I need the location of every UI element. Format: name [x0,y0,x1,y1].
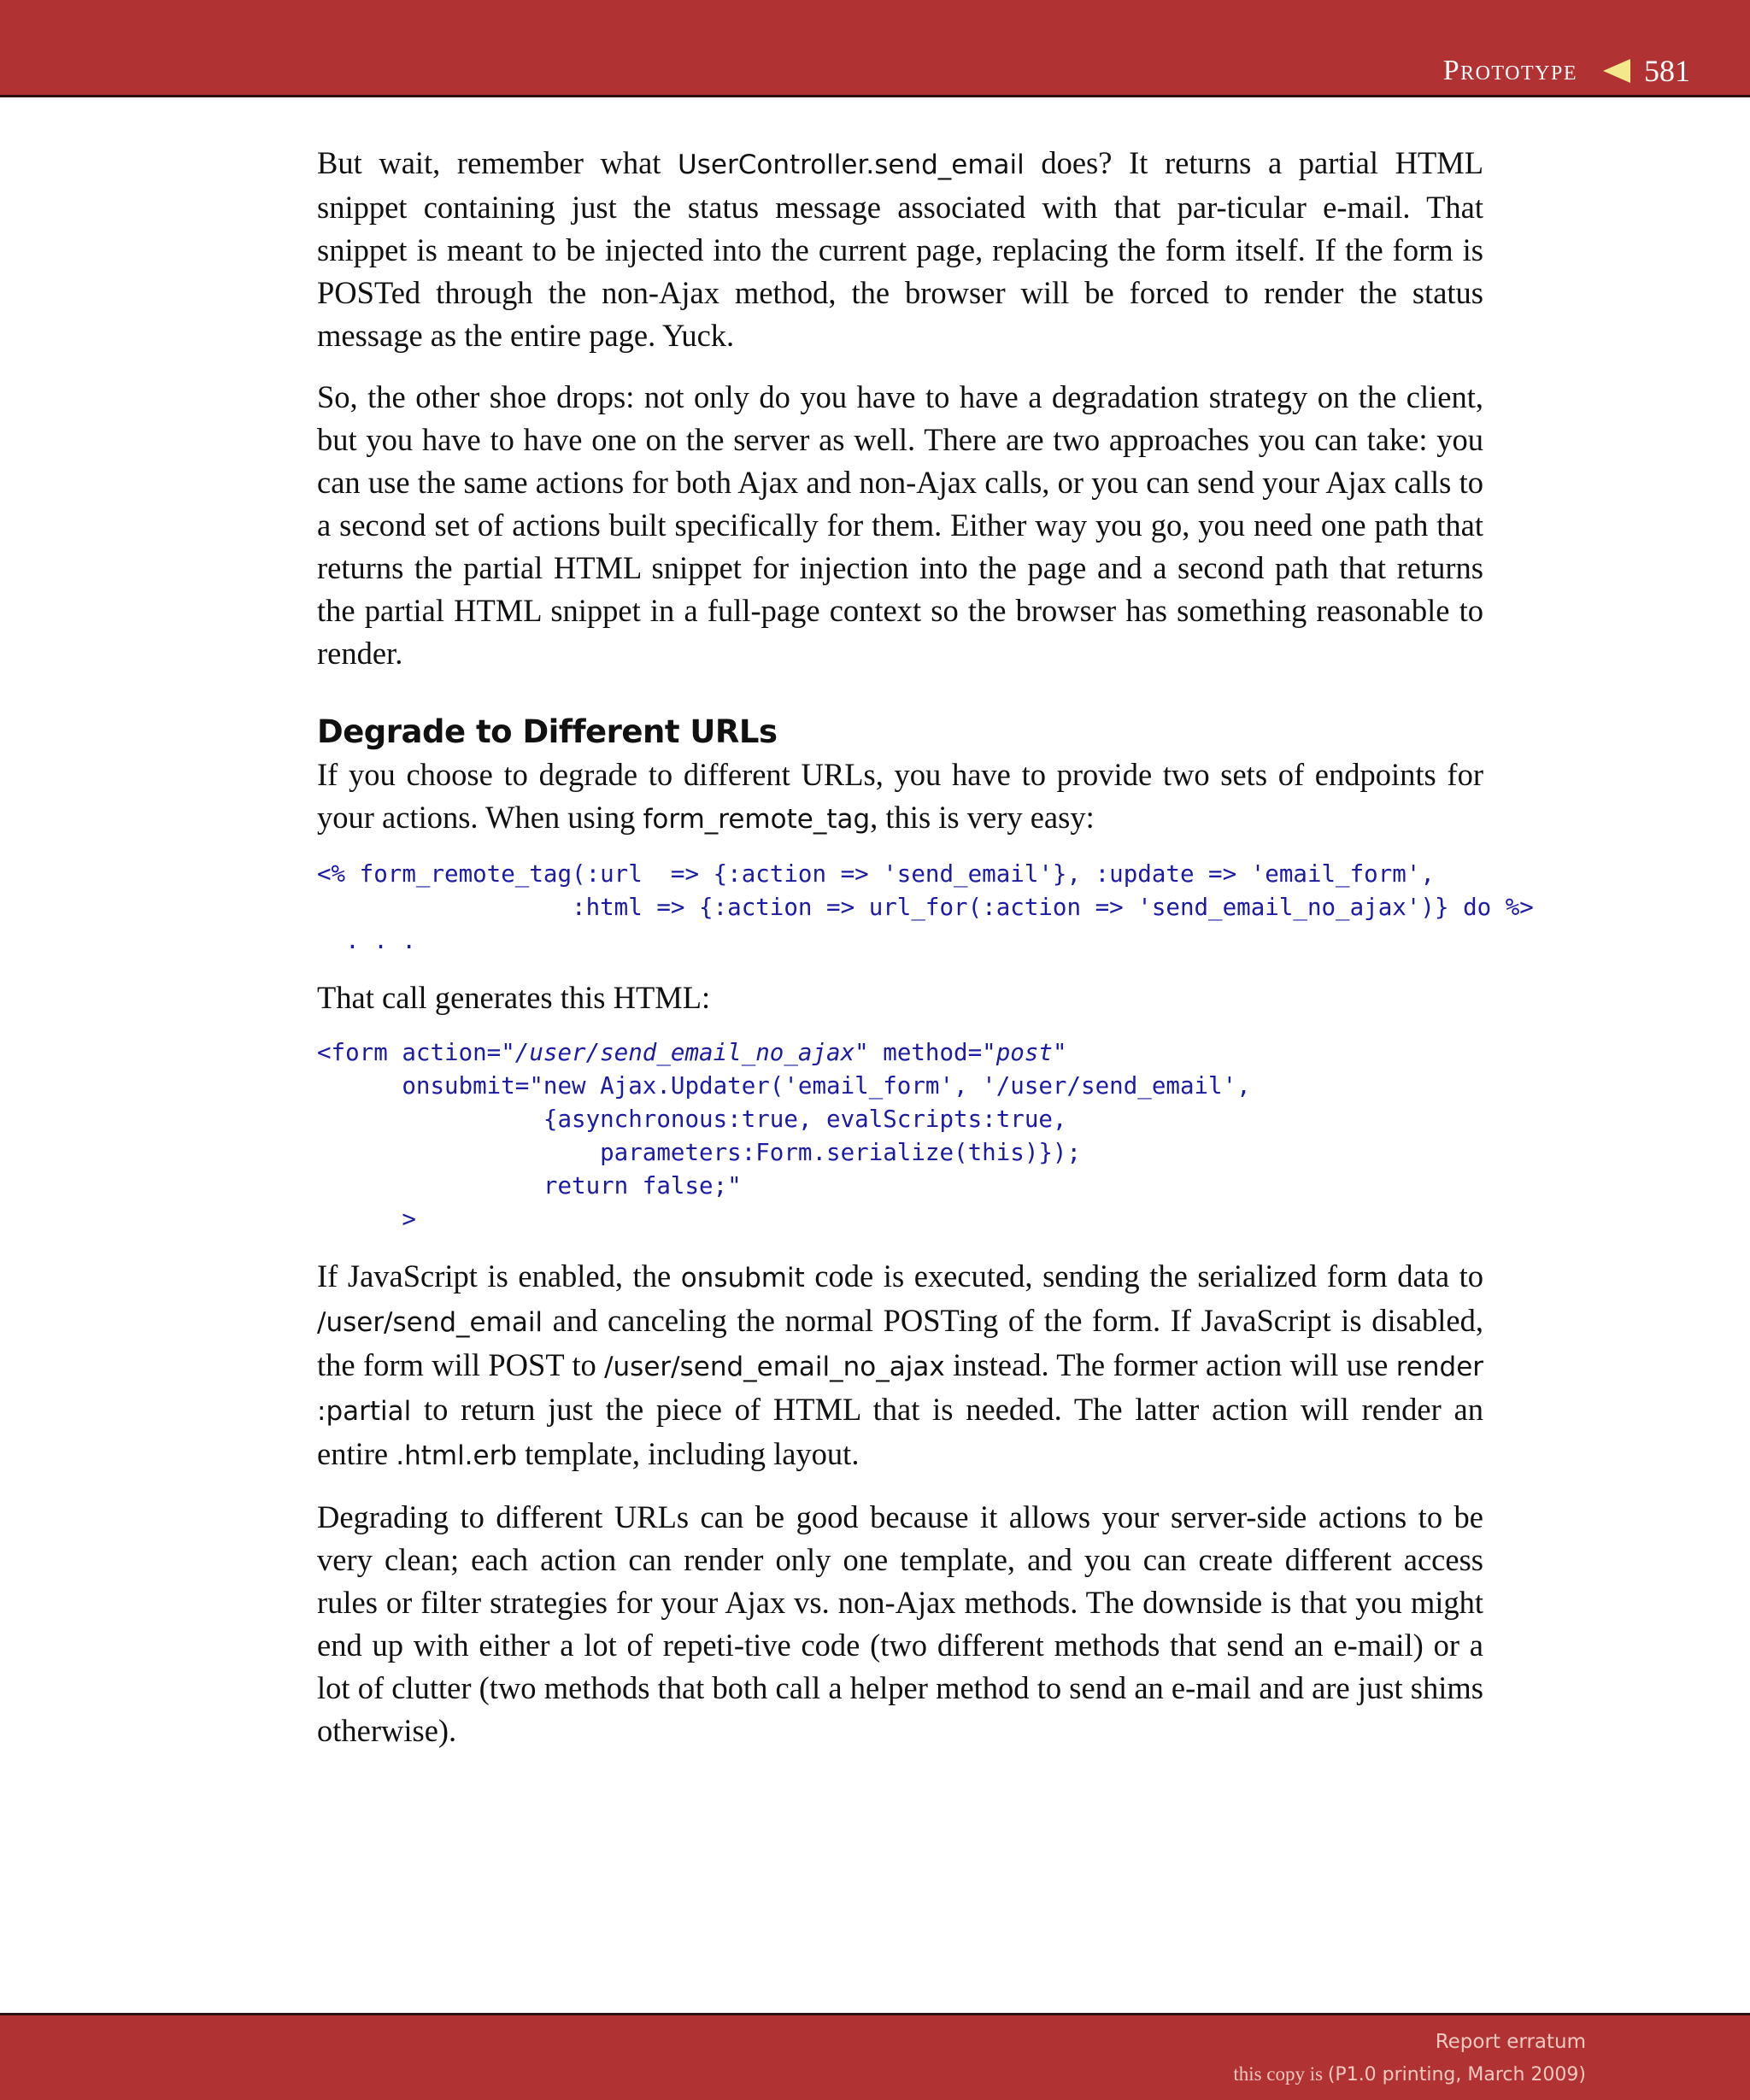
code-line: parameters:Form.serialize(this)}); [317,1139,1082,1166]
paragraph-6: Degrading to different URLs can be good because it allows your server-side actions to be very clean; each action can render only one template, and you can create different access rules or filter strategies for your Ajax vs. non-Ajax methods. The downside is that you might end up with either a lot of repeti-tive code (two different methods that send an e-mail) or a lot of clutter (two methods that both call a helper method to send an e-mail and are just shims otherwise). [317,1499,1483,1748]
text-run: and canceling the normal POSTing of the form. If JavaScript is disabled, the form will POST to [317,1303,1483,1382]
inline-code: onsubmit [680,1263,805,1293]
paragraph-5 [317,1255,1483,1477]
text-run: template, including layout. [517,1436,860,1471]
inline-code: render :partial [317,1352,1484,1427]
inline-code: UserController.send_email [678,150,1025,180]
inline-code: /user/send_email_no_ajax [604,1352,945,1382]
code-string: "/user/send_email_no_ajax" [501,1039,869,1066]
text-run: instead. The former action will use [944,1347,1396,1382]
paragraph-3 [317,754,1483,841]
code-block-form-remote-tag [317,858,1534,958]
inline-code: .html.erb [396,1440,518,1471]
text-run: If you choose to degrade to different URLs, you have to provide two sets of endpoints for your actions. When using [317,757,1483,835]
page-number: 581 [1644,54,1690,88]
code-line: > [317,1205,416,1233]
section-heading: Degrade to Different URLs [317,713,778,750]
report-erratum-link[interactable]: Report erratum [1435,2031,1586,2053]
code-line: . . . [317,927,416,954]
code-line: onsubmit="new Ajax.Updater('email_form', '/user/send_email', [317,1072,1251,1100]
code-block-form-html [317,1036,1483,1236]
text-run: If JavaScript is enabled, the [317,1258,681,1293]
text-run: to return just the piece of HTML that is needed. The latter action will render an entire [317,1392,1483,1471]
triangle-left-icon [1603,59,1630,83]
code-line: :html => {:action => url_for(:action => 'send_email_no_ajax')} do %> [317,894,1534,921]
code-line: <form action= [317,1039,502,1066]
code-line: {asynchronous:true, evalScripts:true, [317,1106,1067,1133]
page-content [317,142,1534,1752]
paragraph-1 [317,142,1483,357]
code-line: return false;" [317,1172,742,1200]
code-line: <% form_remote_tag(:url => {:action => 'send_email'}, :update => 'email_form', [317,860,1435,888]
header-navigation [1443,50,1690,92]
text-run: But wait, remember what [317,145,678,180]
page-header [0,0,1750,97]
copy-info [1233,2063,1586,2085]
running-title: Prototype [1442,55,1577,86]
text-run: code is executed, sending the serialized form data to [804,1258,1484,1293]
copy-prefix: this copy is [1233,2063,1324,2085]
paragraph-4: That call generates this HTML: [317,980,711,1015]
text-run: does? It returns a partial HTML snippet containing just the status message associated with that par-ticular e-mail. That snippet is meant to be injected into the current page, replacing the form itself. If the form is POSTed through the non-Ajax method, the browser will be forced to render the status message as the entire page. Yuck. [317,145,1483,353]
code-string: "post" [982,1039,1067,1066]
inline-code: form_remote_tag [643,804,871,835]
inline-code: /user/send_email [317,1307,543,1338]
page-footer [0,2013,1750,2100]
text-run: , this is very easy: [870,800,1095,835]
code-line: method= [868,1039,983,1066]
printing-info: (P1.0 printing, March 2009) [1327,2064,1586,2085]
paragraph-2: So, the other shoe drops: not only do you have to have a degradation strategy on the client, but you have to have one on the server as well. There are two approaches you can take: you can use the same actions for both Ajax and non-Ajax calls, or you can send your Ajax calls to a second set of actions built specifically for them. Either way you go, you need one path that returns the partial HTML snippet for injection into the page and a second path that returns the partial HTML snippet in a full-page context so the browser has something reasonable to render. [317,379,1483,671]
